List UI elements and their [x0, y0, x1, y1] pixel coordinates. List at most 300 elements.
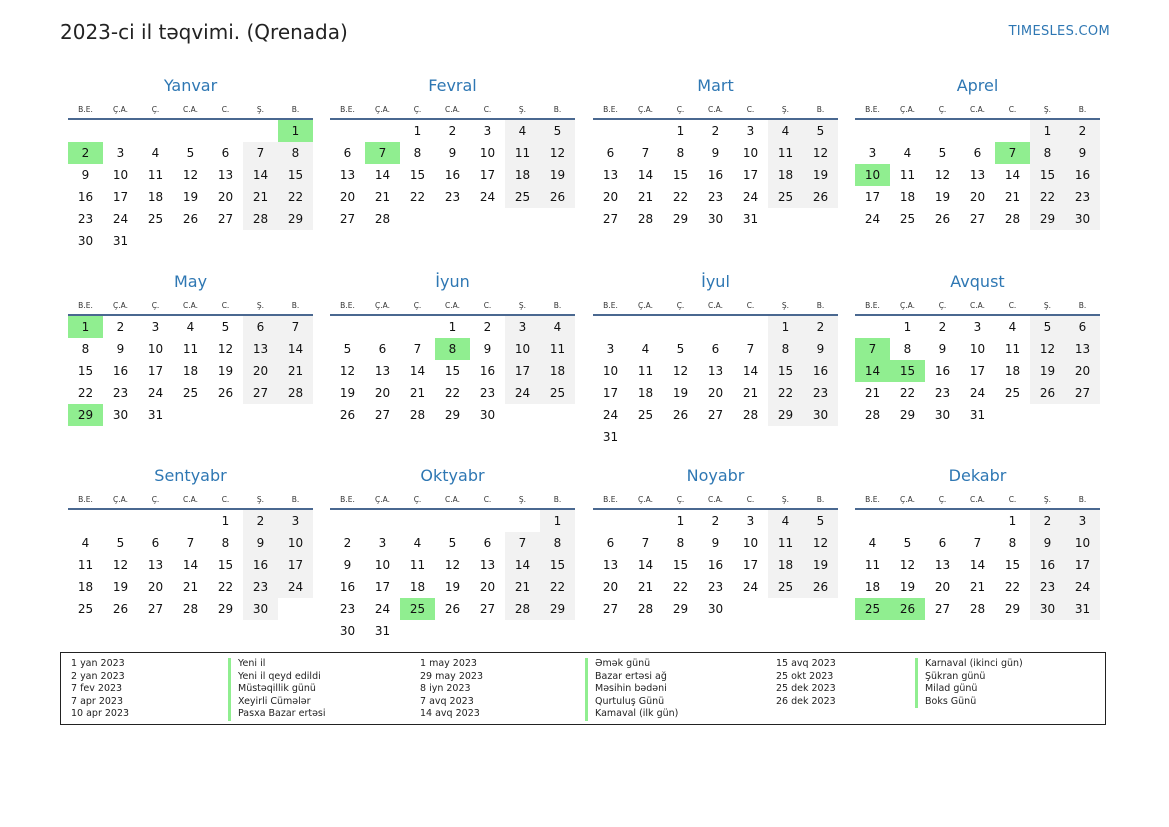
holiday-cell: 2: [68, 142, 103, 164]
day-cell: 10: [479, 146, 496, 160]
day-cell: 11: [505, 142, 540, 164]
day-cell: 11: [768, 532, 803, 554]
day-cell: 3: [973, 320, 982, 334]
legend-date: 10 apr 2023: [71, 708, 130, 719]
weekday-label: C.A.: [444, 301, 460, 310]
holiday-cell: 10: [855, 164, 890, 186]
day-cell: 14: [969, 558, 986, 572]
day-cell: 22: [540, 576, 575, 598]
day-cell: 5: [903, 536, 912, 550]
empty-cell: [208, 120, 243, 142]
day-cell: 24: [742, 190, 759, 204]
day-cell: 27: [479, 602, 496, 616]
day-cell: 1: [676, 514, 685, 528]
day-cell: 23: [707, 580, 724, 594]
day-cell: 27: [374, 408, 391, 422]
day-cell: 19: [899, 580, 916, 594]
day-cell: 6: [606, 536, 615, 550]
day-cell: 24: [505, 382, 540, 404]
empty-cell: [243, 120, 278, 142]
day-cell: 30: [707, 602, 724, 616]
day-cell: 21: [409, 386, 426, 400]
holiday-cell: 25: [400, 598, 435, 620]
day-cell: 3: [746, 124, 755, 138]
weekday-header: [593, 102, 838, 120]
day-cell: 17: [864, 190, 881, 204]
day-cell: 5: [343, 342, 352, 356]
day-grid: [68, 316, 313, 426]
weekday-label: C.A.: [969, 301, 985, 310]
day-cell: 1: [1030, 120, 1065, 142]
legend-holiday-name: Boks Günü: [925, 695, 977, 707]
day-cell: 15: [409, 168, 426, 182]
day-grid: [593, 120, 838, 230]
empty-cell: [103, 120, 138, 142]
day-cell: 23: [934, 386, 951, 400]
weekday-label: B.: [291, 301, 300, 310]
day-cell: 4: [81, 536, 90, 550]
day-cell: 26: [217, 386, 234, 400]
day-cell: 13: [374, 364, 391, 378]
day-cell: 12: [112, 558, 129, 572]
day-cell: 18: [768, 554, 803, 576]
day-cell: 18: [147, 190, 164, 204]
weekday-label: C.A.: [969, 105, 985, 114]
day-cell: 13: [479, 558, 496, 572]
day-cell: 9: [448, 146, 457, 160]
legend-date: 2 yan 2023: [71, 670, 125, 682]
day-cell: 30: [112, 408, 129, 422]
day-cell: 29: [768, 404, 803, 426]
legend-holiday-name: Əmək günü: [595, 658, 651, 669]
day-cell: 11: [147, 168, 164, 182]
empty-cell: [470, 510, 505, 532]
month-name: Fevral: [428, 76, 477, 95]
day-cell: 14: [1004, 168, 1021, 182]
day-cell: 2: [1065, 120, 1100, 142]
weekday-label: Ç.: [151, 495, 160, 504]
day-cell: 21: [1004, 190, 1021, 204]
day-cell: 30: [339, 624, 356, 638]
day-cell: 17: [112, 190, 129, 204]
day-cell: 4: [413, 536, 422, 550]
empty-cell: [138, 510, 173, 532]
day-cell: 20: [339, 190, 356, 204]
day-cell: 14: [742, 364, 759, 378]
weekday-label: Ç.A.: [899, 105, 915, 114]
day-cell: 7: [973, 536, 982, 550]
legend-date: 7 avq 2023: [420, 695, 474, 707]
empty-cell: [855, 120, 890, 142]
day-cell: 30: [1030, 598, 1065, 620]
day-cell: 22: [217, 580, 234, 594]
day-cell: 16: [707, 168, 724, 182]
empty-cell: [68, 120, 103, 142]
day-cell: 19: [803, 164, 838, 186]
day-cell: 4: [505, 120, 540, 142]
day-cell: 30: [934, 408, 951, 422]
empty-cell: [960, 510, 995, 532]
day-cell: 21: [742, 386, 759, 400]
day-grid: [330, 316, 575, 426]
weekday-label: B.: [1078, 495, 1087, 504]
month-12: [855, 462, 1100, 620]
weekday-label: B.: [291, 105, 300, 114]
legend-date: 29 may 2023: [420, 670, 484, 682]
day-cell: 21: [243, 186, 278, 208]
month-3: [593, 72, 838, 230]
month-name: Mart: [697, 76, 734, 95]
day-cell: 8: [768, 338, 803, 360]
day-cell: 7: [641, 146, 650, 160]
day-cell: 31: [969, 408, 986, 422]
day-cell: 14: [278, 338, 313, 360]
day-cell: 15: [672, 168, 689, 182]
day-cell: 9: [711, 146, 720, 160]
day-cell: 17: [969, 364, 986, 378]
weekday-header: [855, 102, 1100, 120]
empty-cell: [855, 510, 890, 532]
empty-cell: [138, 120, 173, 142]
empty-cell: [890, 120, 925, 142]
day-cell: 18: [899, 190, 916, 204]
day-cell: 1: [413, 124, 422, 138]
weekday-label: B.E.: [865, 495, 880, 504]
legend-holiday-name: Xeyirli Cümələr: [238, 695, 311, 707]
day-cell: 16: [243, 554, 278, 576]
day-cell: 1: [221, 514, 230, 528]
legend-date: 1 may 2023: [420, 658, 477, 669]
day-cell: 18: [409, 580, 426, 594]
weekday-label: C.: [746, 105, 755, 114]
legend-date: 7 fev 2023: [71, 683, 123, 694]
day-cell: 10: [278, 532, 313, 554]
day-cell: 27: [339, 212, 356, 226]
day-cell: 23: [1065, 186, 1100, 208]
day-cell: 26: [803, 186, 838, 208]
day-cell: 13: [243, 338, 278, 360]
day-cell: 24: [112, 212, 129, 226]
day-cell: 14: [505, 554, 540, 576]
day-cell: 21: [969, 580, 986, 594]
day-cell: 23: [1030, 576, 1065, 598]
day-cell: 17: [374, 580, 391, 594]
legend-date: 26 dek 2023: [776, 695, 836, 707]
day-cell: 28: [409, 408, 426, 422]
day-cell: 5: [676, 342, 685, 356]
weekday-label: Ç.: [413, 495, 422, 504]
day-cell: 16: [479, 364, 496, 378]
day-cell: 3: [378, 536, 387, 550]
weekday-label: Ç.A.: [637, 495, 653, 504]
day-cell: 8: [278, 142, 313, 164]
day-cell: 20: [707, 386, 724, 400]
weekday-label: Ç.: [676, 301, 685, 310]
legend-date: 8 iyn 2023: [420, 683, 471, 694]
day-cell: 10: [112, 168, 129, 182]
day-cell: 7: [505, 532, 540, 554]
day-cell: 19: [217, 364, 234, 378]
day-cell: 21: [505, 576, 540, 598]
weekday-label: Ş.: [256, 301, 265, 310]
day-cell: 26: [339, 408, 356, 422]
day-cell: 23: [803, 382, 838, 404]
legend-dates-column: [776, 658, 836, 708]
day-cell: 20: [934, 580, 951, 594]
day-cell: 9: [81, 168, 90, 182]
day-cell: 19: [112, 580, 129, 594]
day-cell: 3: [868, 146, 877, 160]
month-name: Dekabr: [948, 466, 1007, 485]
month-6: [330, 268, 575, 426]
day-cell: 7: [413, 342, 422, 356]
weekday-label: B.: [291, 495, 300, 504]
day-cell: 14: [637, 558, 654, 572]
day-cell: 9: [116, 342, 125, 356]
day-cell: 5: [1030, 316, 1065, 338]
day-cell: 29: [672, 212, 689, 226]
day-cell: 30: [243, 598, 278, 620]
day-cell: 4: [151, 146, 160, 160]
day-cell: 6: [606, 146, 615, 160]
day-cell: 26: [182, 212, 199, 226]
empty-cell: [593, 510, 628, 532]
day-cell: 5: [186, 146, 195, 160]
legend-date: 14 avq 2023: [420, 708, 480, 719]
day-cell: 10: [602, 364, 619, 378]
weekday-label: C.A.: [969, 495, 985, 504]
day-cell: 16: [77, 190, 94, 204]
day-cell: 22: [672, 190, 689, 204]
weekday-header: [330, 102, 575, 120]
day-cell: 5: [116, 536, 125, 550]
weekday-label: C.: [221, 105, 230, 114]
empty-cell: [400, 316, 435, 338]
day-cell: 12: [803, 532, 838, 554]
empty-cell: [365, 510, 400, 532]
empty-cell: [628, 120, 663, 142]
day-cell: 5: [938, 146, 947, 160]
legend-holiday-name: Müstəqillik günü: [238, 683, 316, 694]
empty-cell: [365, 120, 400, 142]
day-cell: 28: [742, 408, 759, 422]
weekday-label: Ç.A.: [374, 495, 390, 504]
holiday-cell: 8: [435, 338, 470, 360]
day-cell: 2: [803, 316, 838, 338]
day-cell: 28: [637, 212, 654, 226]
day-cell: 19: [444, 580, 461, 594]
day-cell: 29: [540, 598, 575, 620]
day-cell: 9: [803, 338, 838, 360]
weekday-label: Ç.: [413, 105, 422, 114]
day-cell: 19: [934, 190, 951, 204]
day-cell: 29: [899, 408, 916, 422]
day-cell: 20: [243, 360, 278, 382]
day-cell: 30: [707, 212, 724, 226]
weekday-label: B.E.: [78, 105, 93, 114]
day-cell: 3: [505, 316, 540, 338]
day-cell: 15: [278, 164, 313, 186]
day-cell: 20: [602, 580, 619, 594]
day-cell: 6: [378, 342, 387, 356]
day-cell: 15: [540, 554, 575, 576]
day-cell: 16: [1065, 164, 1100, 186]
weekday-label: Ç.A.: [374, 105, 390, 114]
day-cell: 12: [803, 142, 838, 164]
weekday-label: C.: [1008, 301, 1017, 310]
empty-cell: [593, 120, 628, 142]
day-cell: 20: [147, 580, 164, 594]
weekday-label: C.: [746, 301, 755, 310]
weekday-label: B.E.: [78, 495, 93, 504]
holiday-cell: 25: [855, 598, 890, 620]
day-cell: 28: [505, 598, 540, 620]
empty-cell: [698, 316, 733, 338]
weekday-header: [593, 492, 838, 510]
weekday-header: [330, 492, 575, 510]
day-cell: 17: [505, 360, 540, 382]
day-cell: 22: [1004, 580, 1021, 594]
day-cell: 3: [746, 514, 755, 528]
weekday-label: Ç.A.: [899, 301, 915, 310]
day-cell: 29: [1030, 208, 1065, 230]
month-9: [68, 462, 313, 620]
weekday-header: [330, 298, 575, 316]
weekday-label: B.: [1078, 301, 1087, 310]
day-cell: 14: [243, 164, 278, 186]
weekday-label: Ç.A.: [374, 301, 390, 310]
day-cell: 4: [1008, 320, 1017, 334]
day-cell: 4: [540, 316, 575, 338]
day-cell: 25: [540, 382, 575, 404]
day-cell: 21: [374, 190, 391, 204]
day-cell: 11: [540, 338, 575, 360]
month-name: Oktyabr: [420, 466, 485, 485]
empty-cell: [663, 316, 698, 338]
day-cell: 16: [934, 364, 951, 378]
day-grid: [855, 510, 1100, 620]
weekday-label: Ç.A.: [637, 105, 653, 114]
day-grid: [593, 510, 838, 620]
legend-date: 7 apr 2023: [71, 695, 124, 707]
empty-cell: [330, 120, 365, 142]
day-cell: 25: [505, 186, 540, 208]
day-grid: [330, 120, 575, 230]
weekday-label: Ş.: [781, 495, 790, 504]
day-cell: 16: [1030, 554, 1065, 576]
day-cell: 27: [969, 212, 986, 226]
day-cell: 31: [1065, 598, 1100, 620]
legend-holiday-name: Şükran günü: [925, 670, 986, 682]
weekday-label: C.A.: [707, 495, 723, 504]
empty-cell: [855, 316, 890, 338]
legend-names-column: [915, 658, 1023, 708]
day-cell: 23: [444, 190, 461, 204]
day-cell: 20: [1065, 360, 1100, 382]
day-cell: 10: [742, 146, 759, 160]
day-cell: 6: [938, 536, 947, 550]
day-cell: 2: [938, 320, 947, 334]
day-cell: 8: [1008, 536, 1017, 550]
empty-cell: [890, 510, 925, 532]
holiday-cell: 15: [890, 360, 925, 382]
day-cell: 8: [903, 342, 912, 356]
legend-names-column: [228, 658, 326, 721]
day-cell: 4: [768, 120, 803, 142]
weekday-label: Ş.: [518, 301, 527, 310]
day-cell: 31: [112, 234, 129, 248]
holiday-legend: [60, 652, 1106, 725]
day-cell: 10: [505, 338, 540, 360]
day-cell: 10: [969, 342, 986, 356]
month-name: Aprel: [956, 76, 999, 95]
day-cell: 1: [676, 124, 685, 138]
day-cell: 20: [217, 190, 234, 204]
day-cell: 4: [186, 320, 195, 334]
weekday-label: B.E.: [78, 301, 93, 310]
day-cell: 30: [1065, 208, 1100, 230]
day-cell: 24: [147, 386, 164, 400]
day-cell: 2: [1030, 510, 1065, 532]
day-cell: 25: [1004, 386, 1021, 400]
weekday-label: Ş.: [256, 495, 265, 504]
brand-link[interactable]: TIMESLES.COM: [1008, 24, 1110, 39]
empty-cell: [400, 510, 435, 532]
month-name: Avqust: [950, 272, 1005, 291]
day-cell: 8: [81, 342, 90, 356]
page-title: 2023-ci il təqvimi. (Qrenada): [60, 20, 348, 44]
month-1: [68, 72, 313, 252]
legend-date: 25 okt 2023: [776, 670, 834, 682]
day-cell: 16: [112, 364, 129, 378]
day-cell: 26: [540, 186, 575, 208]
weekday-label: Ç.: [938, 495, 947, 504]
day-cell: 1: [540, 510, 575, 532]
day-cell: 10: [742, 536, 759, 550]
day-cell: 12: [540, 142, 575, 164]
day-cell: 27: [147, 602, 164, 616]
day-cell: 16: [803, 360, 838, 382]
day-cell: 19: [540, 164, 575, 186]
weekday-label: B.E.: [865, 301, 880, 310]
day-cell: 18: [864, 580, 881, 594]
weekday-label: Ş.: [1043, 105, 1052, 114]
weekday-label: B.E.: [340, 105, 355, 114]
weekday-label: Ş.: [781, 301, 790, 310]
weekday-label: Ç.: [151, 301, 160, 310]
day-cell: 28: [637, 602, 654, 616]
day-cell: 30: [77, 234, 94, 248]
day-cell: 26: [803, 576, 838, 598]
day-cell: 20: [374, 386, 391, 400]
weekday-label: C.A.: [444, 495, 460, 504]
day-cell: 12: [1030, 338, 1065, 360]
day-cell: 6: [343, 146, 352, 160]
day-cell: 21: [278, 360, 313, 382]
day-cell: 11: [864, 558, 881, 572]
day-cell: 21: [864, 386, 881, 400]
weekday-label: Ç.: [413, 301, 422, 310]
day-cell: 19: [803, 554, 838, 576]
day-cell: 27: [602, 602, 619, 616]
day-cell: 18: [77, 580, 94, 594]
day-cell: 19: [1030, 360, 1065, 382]
day-cell: 28: [864, 408, 881, 422]
day-cell: 7: [278, 316, 313, 338]
weekday-label: C.A.: [707, 105, 723, 114]
day-cell: 31: [374, 624, 391, 638]
weekday-label: C.: [1008, 105, 1017, 114]
